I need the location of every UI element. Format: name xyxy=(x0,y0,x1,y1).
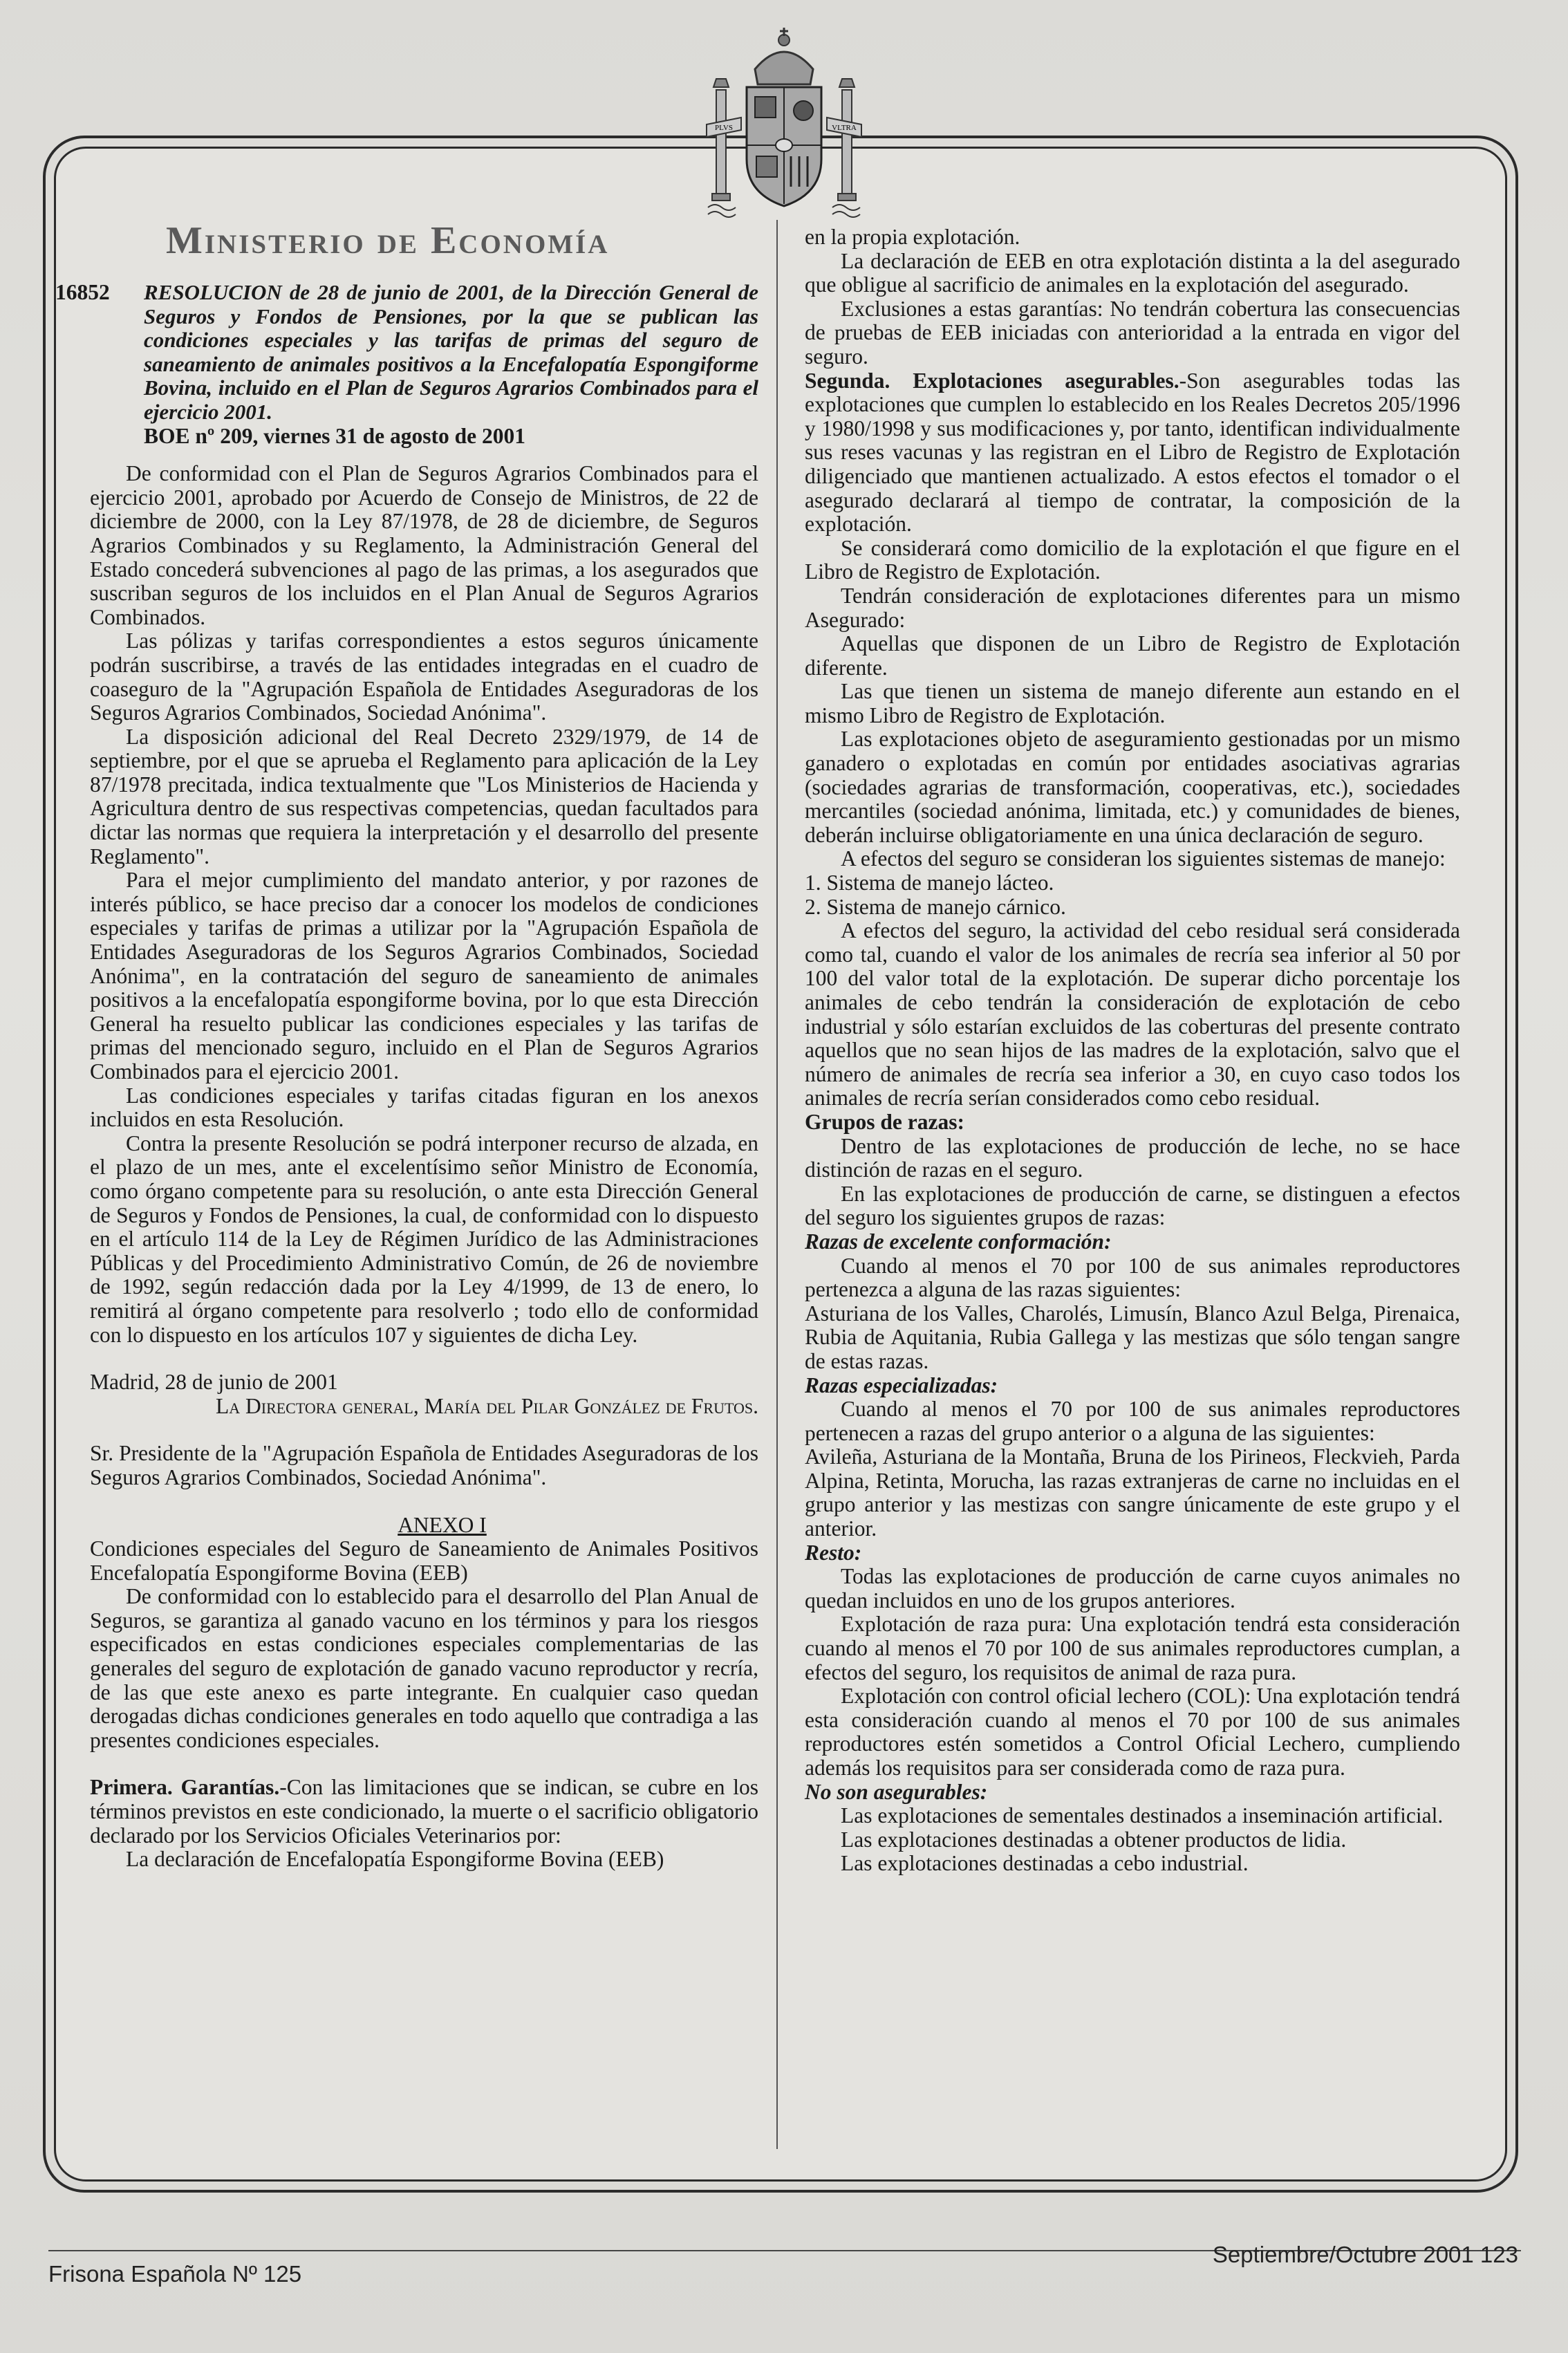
paragraph: Aquellas que disponen de un Libro de Registro de Explotación diferente. xyxy=(805,631,1460,680)
paragraph: Cuando al menos el 70 por 100 de sus animales reproductores pertenezca a alguna de las razas siguientes: xyxy=(805,1253,1460,1302)
paragraph: Contra la presente Resolución se podrá interponer recurso de alzada, en el plazo de un mes, ante el excelentísimo señor Ministro de Economía, como órgano competente para su resolución, o ante esta Dirección General de Seguros y Fondos de Pensiones, la cual, de conformidad con lo dispuesto en el artículo 114 de la Ley de Régimen Jurídico de las Administraciones Públicas y del Procedimiento Administrativo Común, de 26 de noviembre de 1992, según redacción dada por la Ley 4/1999, de 13 de enero, lo remitirá al órgano competente para resolverlo ; todo ello de conformidad con lo dispuesto en los artículos 107 y siguientes de dicha Ley. xyxy=(90,1131,758,1347)
right-column xyxy=(805,225,1460,1876)
paragraph: La disposición adicional del Real Decreto 2329/1979, de 14 de septiembre, por el que se aprueba el Reglamento para aplicación de la Ley 87/1978 precitada, indica textualmente que "Los Ministerios de Hacienda y Agricultura dentro de sus respectivas competencias, quedan facultados para dictar las normas que requiera la interpretación y el desarrollo del presente Reglamento". xyxy=(90,724,758,868)
grupos-heading: Grupos de razas: xyxy=(805,1109,964,1134)
paragraph: Las explotaciones destinadas a cebo industrial. xyxy=(841,1851,1249,1876)
paragraph: Asturiana de los Valles, Charolés, Limusín, Blanco Azul Belga, Pirenaica, Rubia de Aquitania, Rubia Gallega y las mestizas que sólo tengan sangre de estas razas. xyxy=(805,1301,1460,1373)
primera-section xyxy=(90,1776,758,1848)
list-item: 2. Sistema de manejo cárnico. xyxy=(805,894,1066,919)
paragraph: Exclusiones a estas garantías: No tendrán cobertura las consecuencias de pruebas de EEB iniciadas con anterioridad a la entrada en vigor del seguro. xyxy=(805,296,1460,369)
paragraph: Las explotaciones de sementales destinados a inseminación artificial. xyxy=(841,1803,1444,1828)
paragraph: En las explotaciones de producción de carne, se distinguen a efectos del seguro los siguientes grupos de razas: xyxy=(805,1181,1460,1230)
boe-reference: BOE nº 209, viernes 31 de agosto de 2001 xyxy=(144,423,526,448)
resolution-heading-text xyxy=(144,281,758,448)
coat-of-arms-icon xyxy=(701,21,867,221)
signature: La Directora general, María del Pilar González de Frutos. xyxy=(215,1393,758,1418)
segunda-section xyxy=(805,369,1460,537)
paragraph: Todas las explotaciones de producción de carne cuyos animales no quedan incluidos en uno de los grupos anteriores. xyxy=(805,1564,1460,1612)
resolution-heading xyxy=(55,280,758,448)
paragraph: Tendrán consideración de explotaciones diferentes para un mismo Asegurado: xyxy=(805,583,1460,632)
paragraph: Para el mejor cumplimiento del mandato anterior, y por razones de interés público, se hace preciso dar a conocer los modelos de condiciones especiales y tarifas de primas a utilizar por la "Agrupación Española de Entidades Aseguradoras de los Seguros Agrarios Combinados, Sociedad Anónima", en la contratación del seguro de saneamiento de animales positivos a la encefalopatía espongiforme bovina, por lo que esta Dirección General ha resuelto publicar las condiciones especiales y las tarifas de primas del mencionado seguro, incluido en el Plan de Seguros Agrarios Combinados para el ejercicio 2001. xyxy=(90,868,758,1084)
left-column xyxy=(55,219,759,1872)
paragraph: Las condiciones especiales y tarifas citadas figuran en los anexos incluidos en esta Resolución. xyxy=(90,1083,758,1132)
banner-right-text: VLTRA xyxy=(832,124,857,132)
resolution-number: 16852 xyxy=(55,280,110,304)
paragraph: Dentro de las explotaciones de producción de leche, no se hace distinción de razas en el seguro. xyxy=(805,1133,1460,1182)
excelente-heading: Razas de excelente conformación: xyxy=(805,1229,1112,1254)
segunda-text: -Son asegurables todas las explotaciones que cumplen lo establecido en los Reales Decretos 205/1996 y 1980/1998 y sus modificaciones y, por tanto, identifican individualmente sus reses vacunas y las registran en el Libro de Registro de Explotación diligenciado que mantienen actualizado. A estos efectos el tomador o el asegurado declarará al tiempo de contratar, la composición de la explotación. xyxy=(805,368,1460,537)
paragraph: Las explotaciones objeto de aseguramiento gestionadas por un mismo ganadero o explotadas en común por entidades asociativas agrarias (sociedades agrarias de transformación, cooperativas, etc.), sociedades mercantiles (sociedad anónima, limitada, etc.) y comunidades de bienes, deberán incluirse obligatoriamente en una única declaración de seguro. xyxy=(805,727,1460,847)
banner-left-text: PLVS xyxy=(715,124,733,132)
segunda-label: Segunda. Explotaciones asegurables. xyxy=(805,368,1179,393)
no-asegurables-heading: No son asegurables: xyxy=(805,1779,988,1804)
paragraph: La declaración de Encefalopatía Espongiforme Bovina (EEB) xyxy=(126,1847,664,1872)
resto-heading: Resto: xyxy=(805,1540,862,1565)
paragraph: A efectos del seguro se consideran los siguientes sistemas de manejo: xyxy=(841,846,1446,871)
ministry-title: Ministerio de Economía xyxy=(166,219,610,262)
anexo-title: ANEXO I xyxy=(398,1512,487,1537)
date-line: Madrid, 28 de junio de 2001 xyxy=(90,1370,338,1395)
paragraph: en la propia explotación. xyxy=(805,225,1020,249)
paragraph: De conformidad con lo establecido para el desarrollo del Plan Anual de Seguros, se garantiza al ganado vacuno en los términos y para los riesgos especificados en estas condiciones especiales complementarias de las generales del seguro de explotación de ganado vacuno reproductor y recría, de las que este anexo es parte integrante. En cualquier caso quedan derogadas dichas condiciones generales en todo aquello que contradiga a las presentes condiciones especiales. xyxy=(90,1584,758,1752)
footer-issue-page: Septiembre/Octubre 2001 123 xyxy=(1212,2242,1518,2267)
paragraph: Explotación de raza pura: Una explotación tendrá esta consideración cuando al menos el 70 por 100 de sus animales reproductores cumplan, a efectos del seguro, los requisitos de animal de raza pura. xyxy=(805,1612,1460,1684)
column-divider xyxy=(776,220,778,2149)
primera-label: Primera. Garantías. xyxy=(90,1775,280,1800)
resolution-title: RESOLUCION de 28 de junio de 2001, de la Dirección General de Seguros y Fondos de Pensiones, por la que se publican las condiciones especiales y las tarifas de primas del seguro de saneamiento de animales positivos a la Encefalopatía Espongiforme Bovina, incluido en el Plan de Seguros Agrarios Combinados para el ejercicio 2001. xyxy=(144,280,758,424)
paragraph: Explotación con control oficial lechero (COL): Una explotación tendrá esta consideración cuando al menos el 70 por 100 de sus animales reproductores estén sometidos a Control Oficial Lechero, cumpliendo además los requisitos para ser considerada como de raza pura. xyxy=(805,1684,1460,1780)
primera-text: -Con las limitaciones que se indican, se cubre en los términos previstos en este condicionado, la muerte o el sacrificio obligatorio declarado por los Servicios Oficiales Veterinarios por: xyxy=(90,1775,759,1848)
paragraph: Las explotaciones destinadas a obtener productos de lidia. xyxy=(841,1827,1347,1852)
paragraph: Se considerará como domicilio de la explotación el que figure en el Libro de Registro de Explotación. xyxy=(805,535,1460,584)
paragraph: Las que tienen un sistema de manejo diferente aun estando en el mismo Libro de Registro de Explotación. xyxy=(805,679,1460,727)
footer-publication: Frisona Española Nº 125 xyxy=(48,2261,302,2287)
paragraph: De conformidad con el Plan de Seguros Agrarios Combinados para el ejercicio 2001, aprobado por Acuerdo de Consejo de Ministros, de 22 de diciembre de 2000, con la Ley 87/1978, de 28 de diciembre, de Seguros Agrarios Combinados y su Reglamento, la Administración General del Estado concederá subvenciones al pago de las primas, a los asegurados que suscriban seguros de los incluidos en el Plan Anual de Seguros Agrarios Combinados. xyxy=(90,461,758,629)
anexo-subtitle: Condiciones especiales del Seguro de Saneamiento de Animales Positivos Encefalopatía Espongiforme Bovina (EEB) xyxy=(90,1536,758,1585)
paragraph: Las pólizas y tarifas correspondientes a estos seguros únicamente podrán suscribirse, a través de las entidades integradas en el cuadro de coaseguro de la "Agrupación Española de Entidades Aseguradoras de los Seguros Agrarios Combinados, Sociedad Anónima". xyxy=(90,629,758,725)
especializadas-heading: Razas especializadas: xyxy=(805,1373,998,1397)
paragraph: Avileña, Asturiana de la Montaña, Bruna de los Pirineos, Fleckvieh, Parda Alpina, Retinta, Morucha, las razas extranjeras de carne no incluidas en el grupo anterior y las mestizas con sangre únicamente de este grupo y el anterior. xyxy=(805,1444,1460,1541)
list-item: 1. Sistema de manejo lácteo. xyxy=(805,871,1054,895)
paragraph: La declaración de EEB en otra explotación distinta a la del asegurado que obligue al sacrificio de animales en la explotación del asegurado. xyxy=(805,248,1460,297)
paragraph: A efectos del seguro, la actividad del cebo residual será considerada como tal, cuando el valor de los animales de recría sea inferior al 50 por 100 del valor total de la explotación. De superar dicho porcentaje los animales de cebo tendrán la consideración de explotación de cebo industrial y sólo estarían excluidos de las coberturas del presente contrato aquellos que no sean hijos de las madres de la explotación, salvo que el número de animales de recría sea inferior a 30, en cuyo caso todos los animales de recría serían considerados como cebo residual. xyxy=(805,918,1460,1110)
addressee: Sr. Presidente de la "Agrupación Española de Entidades Aseguradoras de los Seguros Agrarios Combinados, Sociedad Anónima". xyxy=(90,1441,758,1489)
paragraph: Cuando al menos el 70 por 100 de sus animales reproductores pertenecen a razas del grupo anterior o a alguna de las siguientes: xyxy=(805,1397,1460,1445)
